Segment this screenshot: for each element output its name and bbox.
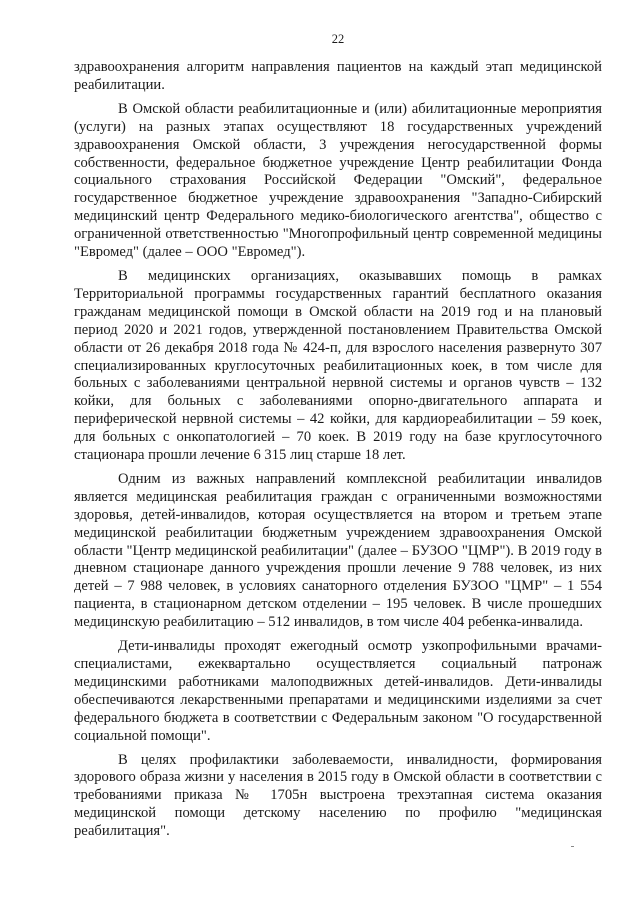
body-text <box>74 59 602 847</box>
paragraph-disabled-rehab: Одним из важных направлений комплексной реабилитации инвалидов является медицинская реабилитация граждан с ограниченными возможностями здоровья, детей-инвалидов, которая осуществляется на втором и третьем этапе медицинской реабилитации бюджетным учреждением здравоохранения Омской области "Центр медицинской реабилитации" (далее – БУЗОО "ЦМР"). В 2019 году в дневном стационаре данного учреждения прошли лечение 9 788 человек, из них детей – 7 988 человек, в условиях санаторного отделения БУЗОО "ЦМР" – 1 554 пациента, в стационарном детском отделении – 195 человек. В числе прошедших медицинскую реабилитацию – 512 инвалидов, в том числе 404 ребенка-инвалида. <box>74 470 602 631</box>
page-number: 22 <box>331 32 345 46</box>
paragraph-prevention-system: В целях профилактики заболеваемости, инвалидности, формирования здорового образа жизни у населения в 2015 году в Омской области в соответствии с требованиями приказа № 1705н выстроена трехэтапная система оказания медицинской помощи детскому населению по профилю "медицинская реабилитация". <box>74 751 602 840</box>
paragraph-rehab-institutions: В Омской области реабилитационные и (или) абилитационные мероприятия (услуги) на разных этапах осуществляют 18 государственных учреждений здравоохранения Омской области, 3 учреждения негосударственной формы собственности, федеральное бюджетное учреждение Центр реабилитации Фонда социального страхования Российской Федерации "Омский", федеральное государственное бюджетное учреждение здравоохранения "Западно-Сибирский медицинский центр Федерального медико-биологического агентства", общество с ограниченной ответственностью "Многопрофильный центр современной медицины "Евромед" (далее – ООО "Евромед"). <box>74 100 602 261</box>
paragraph-disabled-children: Дети-инвалиды проходят ежегодный осмотр узкопрофильными врачами-специалистами, ежеквартально осуществляется социальный патронаж медицинскими работниками малоподвижных детей-инвалидов. Дети-инвалиды обеспечиваются лекарственными препаратами и медицинскими изделиями за счет федерального бюджета в соответствии с Федеральным законом "О государственной социальной помощи". <box>74 638 602 744</box>
paragraph-rehab-beds: В медицинских организациях, оказывавших помощь в рамках Территориальной программы государственных гарантий бесплатного оказания гражданам медицинской помощи в Омской области на 2019 год и на плановый период 2020 и 2021 годов, утвержденной постановлением Правительства Омской области от 26 декабря 2018 года № 424-п, для взрослого населения развернуто 307 специализированных круглосуточных реабилитационных коек, в том числе для больных с заболеваниями центральной нервной системы и органов чувств – 132 койки, для больных с заболеваниями опорно-двигательного аппарата и периферической нервной системы – 42 койки, для кардиореабилитации – 59 коек, для больных с онкопатологией – 70 коек. В 2019 году на базе круглосуточного стационара прошли лечение 6 315 лиц старше 18 лет. <box>74 267 602 464</box>
paragraph-continuation: здравоохранения алгоритм направления пациентов на каждый этап медицинской реабилитации. <box>74 59 602 93</box>
scan-mark <box>571 846 574 847</box>
